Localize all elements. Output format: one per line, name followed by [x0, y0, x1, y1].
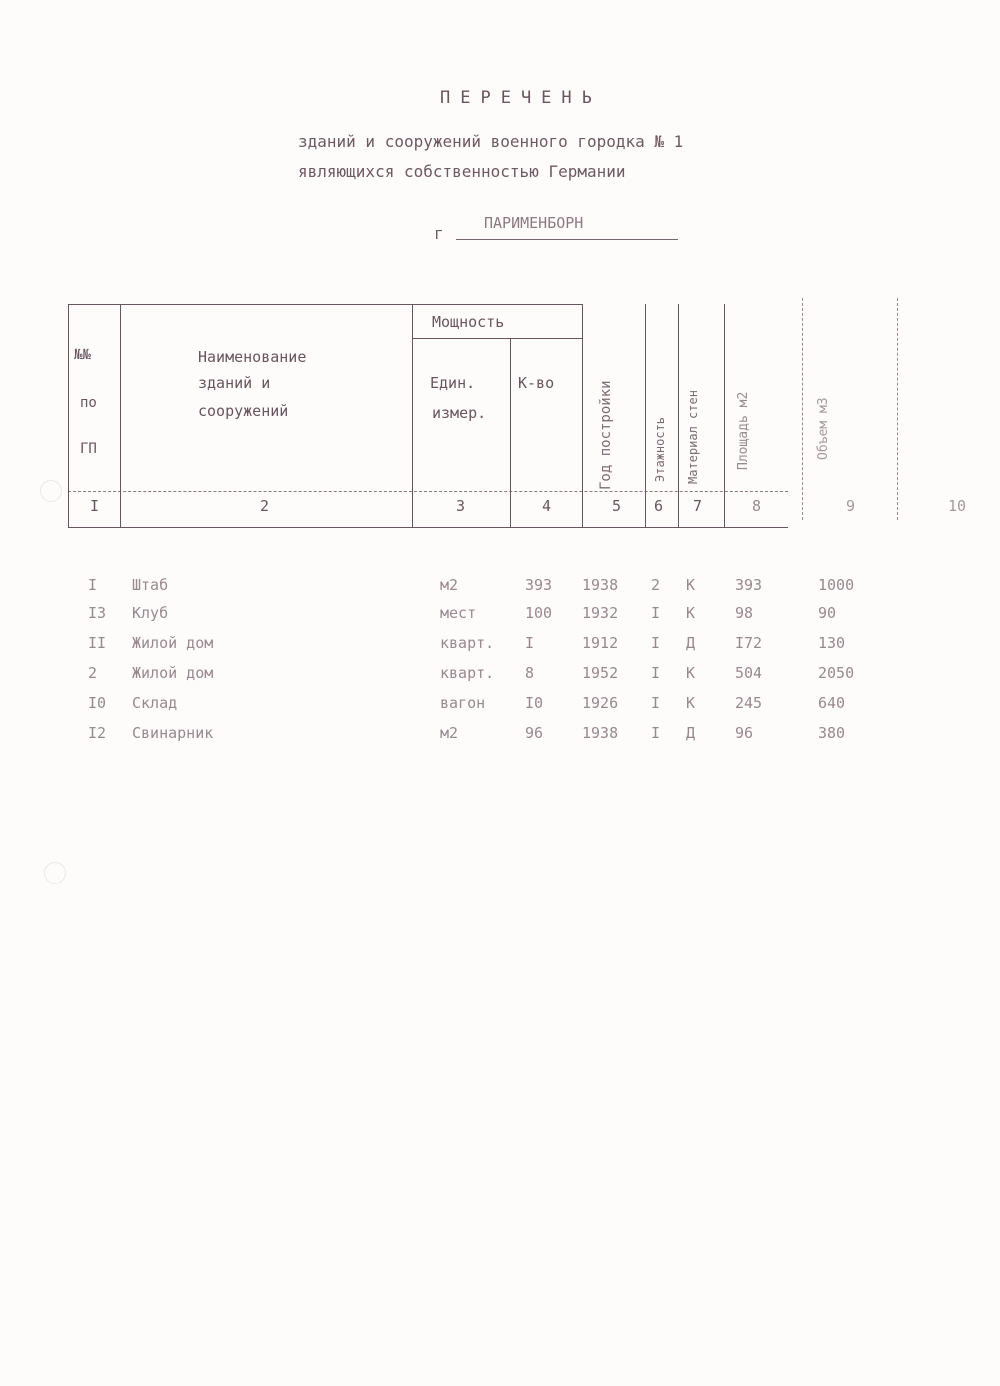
city-name: ПАРИМЕНБОРН [484, 214, 584, 232]
city-prefix: г [434, 224, 444, 243]
row-name: Жилой дом [132, 634, 214, 652]
header-name-line1: Наименование [198, 348, 307, 366]
row-floors: I [651, 664, 661, 682]
table-row [0, 694, 1000, 718]
col-number-10: 10 [948, 497, 967, 515]
col-border-9 [897, 298, 898, 520]
row-volume: 90 [818, 604, 837, 622]
table-row [0, 664, 1000, 688]
col-border-0 [68, 304, 69, 528]
row-unit: мест [440, 604, 477, 622]
row-area: 96 [735, 724, 754, 742]
row-volume: 1000 [818, 576, 855, 594]
header-dotted-divider [68, 491, 788, 492]
row-qty: I0 [525, 694, 544, 712]
col-number-1: I [90, 497, 100, 515]
row-name: Жилой дом [132, 664, 214, 682]
row-qty: 96 [525, 724, 544, 742]
col-number-2: 2 [260, 497, 270, 515]
punch-hole-mark [44, 862, 66, 884]
row-area: 504 [735, 664, 763, 682]
table-row [0, 724, 1000, 748]
header-num-line2: по [80, 395, 97, 411]
row-year: 1952 [582, 664, 619, 682]
capacity-divider [412, 338, 582, 339]
row-floors: 2 [651, 576, 661, 594]
row-qty: 100 [525, 604, 553, 622]
row-qty: 393 [525, 576, 553, 594]
col-number-8: 8 [752, 497, 762, 515]
row-area: 393 [735, 576, 763, 594]
row-num: I3 [88, 604, 107, 622]
col-number-5: 5 [612, 497, 622, 515]
header-unit-line1: Един. [430, 374, 476, 392]
col-border-4 [582, 304, 583, 528]
col-border-8 [802, 298, 803, 520]
col-border-6 [678, 304, 679, 528]
header-bottom-border [68, 527, 788, 528]
row-year: 1932 [582, 604, 619, 622]
header-qty: К-во [518, 374, 555, 392]
row-name: Свинарник [132, 724, 214, 742]
header-unit-line2: измер. [432, 404, 487, 422]
col-border-5 [645, 304, 646, 528]
row-num: I2 [88, 724, 107, 742]
row-year: 1926 [582, 694, 619, 712]
row-material: К [686, 604, 696, 622]
col-number-7: 7 [693, 497, 703, 515]
row-volume: 130 [818, 634, 846, 652]
row-num: II [88, 634, 107, 652]
col-border-7 [724, 304, 725, 528]
row-num: I [88, 576, 98, 594]
row-area: 245 [735, 694, 763, 712]
row-material: Д [686, 724, 696, 742]
row-unit: кварт. [440, 664, 495, 682]
header-name-line2: зданий и [198, 374, 271, 392]
col-border-1 [120, 304, 121, 528]
row-year: 1938 [582, 576, 619, 594]
col-number-6: 6 [654, 497, 664, 515]
table-row [0, 604, 1000, 628]
header-name-line3: сооружений [198, 402, 289, 420]
row-volume: 2050 [818, 664, 855, 682]
row-area: I72 [735, 634, 763, 652]
header-volume: Объем м3 [816, 397, 831, 460]
row-name: Склад [132, 694, 178, 712]
row-num: 2 [88, 664, 98, 682]
row-unit: м2 [440, 724, 459, 742]
col-border-2 [412, 304, 413, 528]
punch-hole-mark [40, 480, 62, 502]
document-subtitle-line2: являющихся собственностью Германии [298, 162, 626, 181]
col-number-3: 3 [456, 497, 466, 515]
row-material: К [686, 694, 696, 712]
table-row [0, 576, 1000, 600]
row-name: Штаб [132, 576, 169, 594]
header-capacity: Мощность [432, 313, 505, 331]
header-floors: Этажность [653, 416, 667, 482]
row-material: Д [686, 634, 696, 652]
row-area: 98 [735, 604, 754, 622]
row-unit: м2 [440, 576, 459, 594]
row-volume: 640 [818, 694, 846, 712]
col-border-3 [510, 338, 511, 528]
row-name: Клуб [132, 604, 169, 622]
col-number-4: 4 [542, 497, 552, 515]
row-qty: I [525, 634, 535, 652]
row-floors: I [651, 604, 661, 622]
col-number-9: 9 [846, 497, 856, 515]
row-num: I0 [88, 694, 107, 712]
header-num-line3: ГП [80, 441, 97, 457]
table-row [0, 634, 1000, 658]
row-floors: I [651, 694, 661, 712]
row-year: 1938 [582, 724, 619, 742]
header-material: Материал стен [686, 390, 700, 484]
row-year: 1912 [582, 634, 619, 652]
header-year: Год постройки [598, 380, 614, 490]
document-title: ПЕРЕЧЕНЬ [440, 88, 602, 108]
row-floors: I [651, 724, 661, 742]
document-subtitle-line1: зданий и сооружений военного городка № 1 [298, 132, 684, 151]
header-top-border [68, 304, 582, 305]
row-material: К [686, 576, 696, 594]
header-num-line1: №№ [74, 347, 91, 363]
row-floors: I [651, 634, 661, 652]
row-unit: вагон [440, 694, 486, 712]
row-unit: кварт. [440, 634, 495, 652]
row-qty: 8 [525, 664, 535, 682]
row-volume: 380 [818, 724, 846, 742]
row-material: К [686, 664, 696, 682]
header-area: Площадь м2 [736, 391, 751, 470]
